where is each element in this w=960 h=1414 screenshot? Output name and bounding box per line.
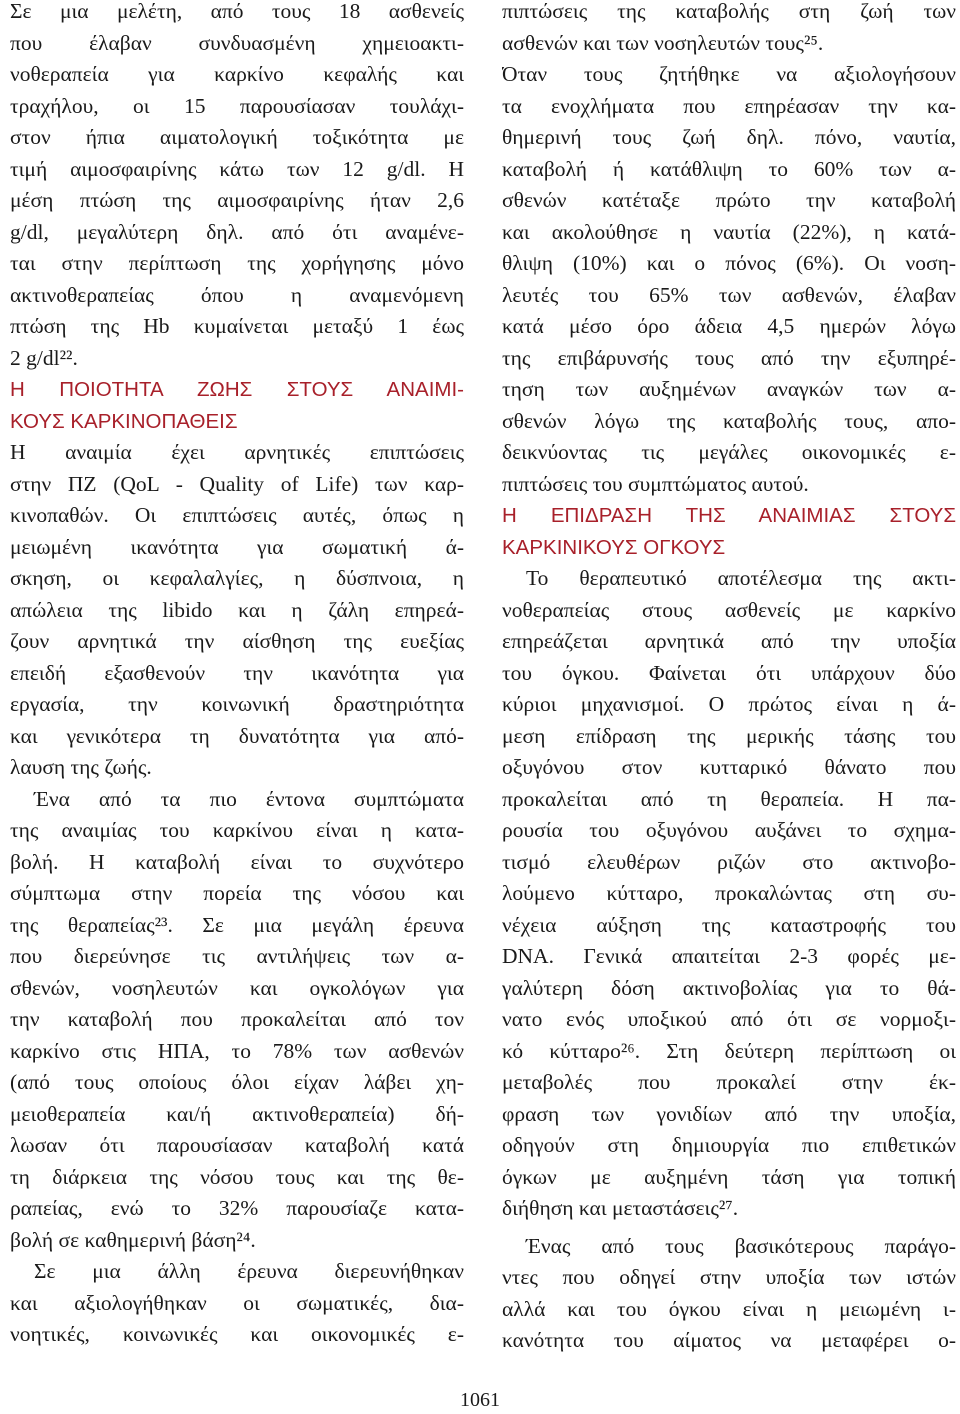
- text-line: του όγκου. Φαίνεται ότι υπάρχουν δύο: [502, 660, 956, 685]
- text-line: τη διάρκεια της νόσου τους και της θε-: [10, 1164, 464, 1189]
- text-line: (από τους οποίους όλοι είχαν λάβει χη-: [10, 1070, 464, 1094]
- text-line: κύριοι μηχανισμοί. Ο πρώτος είναι η ά-: [502, 692, 956, 716]
- text-line: Ένα από τα πιο έντονα συμπτώματα: [34, 786, 464, 811]
- text-line: νοητικές, κοινωνικές και οικονομικές ε-: [10, 1322, 464, 1346]
- text-line: ται στην περίπτωση της χορήγησης μόνο: [10, 251, 464, 275]
- text-line: όγκων με αυξημένη τάση για τοπική: [502, 1164, 956, 1189]
- text-line: κατά μέσο όρο άδεια 4,5 ημερών λόγω: [502, 314, 956, 338]
- text-line: πτώση της Hb κυμαίνεται μεταξύ 1 έως: [10, 314, 464, 338]
- section-heading-line: ΚΟΥΣ ΚΑΡΚΙΝΟΠΑΘΕΙΣ: [10, 409, 238, 433]
- text-line: νατο ενός υποξικού από ότι σε νορμοξι-: [502, 1007, 956, 1031]
- text-line: τηση των αυξημένων αναγκών των α-: [502, 377, 956, 401]
- text-line: τιμή αιμοσφαιρίνης κάτω των 12 g/dl. Η: [10, 156, 464, 181]
- text-line: Ένας από τους βασικότερους παράγο-: [526, 1233, 956, 1258]
- text-line: βολή σε καθημερινή βάση²⁴.: [10, 1227, 256, 1252]
- text-line: Το θεραπευτικό αποτέλεσμα της ακτι-: [526, 566, 956, 590]
- text-line: απώλεια της libido και η ζάλη επηρεά-: [10, 597, 464, 622]
- text-line: εργασία, την κοινωνική δραστηριότητα: [10, 692, 464, 716]
- text-line: πιπτώσεις της καταβολής στη ζωή των: [502, 0, 956, 23]
- text-line: στην ΠΖ (QoL - Quality of Life) των καρ-: [10, 471, 464, 496]
- text-line: και γενικότερα τη δυνατότητα για από-: [10, 723, 464, 748]
- text-line: μειωμένη ικανότητα για σωματική ά-: [10, 534, 464, 559]
- text-line: ντες που οδηγεί στην υποξία των ιστών: [502, 1265, 956, 1289]
- text-line: δεικνύοντας τις μεγάλες οικονομικές ε-: [502, 440, 956, 464]
- text-line: που διερεύνησε τις αντιλήψεις των α-: [10, 944, 464, 968]
- text-line: κό κύτταρο²⁶. Στη δεύτερη περίπτωση οι: [502, 1038, 956, 1063]
- text-line: τισμό ελευθέρων ριζών στο ακτινοβο-: [502, 849, 956, 874]
- text-line: νοθεραπείας στους ασθενείς με καρκίνο: [502, 597, 956, 622]
- left-column: [10, 0, 464, 1351]
- text-line: ακτινοθεραπείας όπου η αναμενόμενη: [10, 282, 464, 307]
- text-line: της θεραπείας²³. Σε μια μεγάλη έρευνα: [10, 912, 464, 937]
- text-line: της αναιμίας του καρκίνου είναι η κατα-: [10, 818, 464, 842]
- section-heading-line: Η ΕΠΙΔΡΑΣΗ ΤΗΣ ΑΝΑΙΜΙΑΣ ΣΤΟΥΣ: [502, 504, 956, 527]
- text-line: σθενών, νοσηλευτών και ογκολόγων για: [10, 975, 464, 1000]
- text-line: προκαλείται από τη θεραπεία. Η πα-: [502, 786, 956, 811]
- right-column: [502, 0, 956, 1357]
- text-line: σκηση, οι κεφαλαλγίες, η δύσπνοια, η: [10, 566, 464, 590]
- text-line: Σε μια άλλη έρευνα διερευνήθηκαν: [34, 1259, 464, 1283]
- text-line: φραση των γονιδίων από την υποξία,: [502, 1101, 956, 1126]
- text-line: και αξιολογήθηκαν οι σωματικές, δια-: [10, 1290, 464, 1315]
- text-line: DNA. Γενικά απαιτείται 2-3 φορές με-: [502, 944, 956, 968]
- text-line: λευτές του 65% των ασθενών, έλαβαν: [502, 282, 956, 307]
- text-line: θημερινή τους ζωή δηλ. πόνο, ναυτία,: [502, 125, 956, 149]
- text-line: καρκίνο στις ΗΠΑ, το 78% των ασθενών: [10, 1038, 464, 1063]
- text-line: καταβολή ή κατάθλιψη το 60% των α-: [502, 156, 956, 181]
- text-line: αλλά και του όγκου είναι η μειωμένη ι-: [502, 1296, 956, 1321]
- text-line: ασθενών και των νοσηλευτών τους²⁵.: [502, 30, 824, 55]
- section-heading-line: ΚΑΡΚΙΝΙΚΟΥΣ ΟΓΚΟΥΣ: [502, 535, 726, 559]
- section-heading-line: Η ΠΟΙΟΤΗΤΑ ΖΩΗΣ ΣΤΟΥΣ ΑΝΑΙΜΙ-: [10, 378, 464, 401]
- text-line: 2 g/dl²².: [10, 345, 78, 370]
- text-line: ρουσία του οξυγόνου αυξάνει το σχημα-: [502, 818, 956, 842]
- text-line: λούμενο κύτταρο, προκαλώντας στη συ-: [502, 881, 956, 905]
- text-line: μέση πτώση της αιμοσφαιρίνης ήταν 2,6: [10, 188, 464, 212]
- text-line: τραχήλου, οι 15 παρουσίασαν τουλάχι-: [10, 93, 464, 118]
- text-line: και ακολούθησε η ναυτία (22%), η κατά-: [502, 219, 956, 244]
- text-line: την καταβολή που προκαλείται από τον: [10, 1007, 464, 1031]
- text-line: Όταν τους ζητήθηκε να αξιολογήσουν: [502, 62, 956, 86]
- text-line: νοθεραπεία για καρκίνο κεφαλής και: [10, 62, 464, 86]
- page-number: 1061: [460, 1389, 500, 1411]
- text-line: σύμπτωμα στην πορεία της νόσου και: [10, 881, 464, 905]
- text-line: πιπτώσεις του συμπτώματος αυτού.: [502, 471, 809, 496]
- text-line: λαυση της ζωής.: [10, 755, 152, 779]
- text-line: νέχεια αύξηση της καταστροφής του: [502, 912, 956, 937]
- text-line: κινοπαθών. Οι επιπτώσεις αυτές, όπως η: [10, 503, 464, 527]
- text-line: στον ήπια αιματολογική τοξικότητα με: [10, 125, 464, 149]
- text-line: οξυγόνου στον κυτταρικό θάνατο που: [502, 755, 956, 779]
- text-line: θλιψη (10%) και ο πόνος (6%). Οι νοση-: [502, 251, 956, 275]
- text-line: επειδή εξασθενούν την ικανότητα για: [10, 660, 464, 685]
- text-line: οδηγούν στη δημιουργία πιο επιθετικών: [502, 1133, 956, 1157]
- text-line: τα ενοχλήματα που επηρέασαν την κα-: [502, 93, 956, 118]
- text-line: επηρεάζεται αρνητικά από την υποξία: [502, 629, 956, 653]
- text-line: σθενών κατέταξε πρώτο την καταβολή: [502, 188, 956, 212]
- text-line: μεταβολές που προκαλεί στην έκ-: [502, 1070, 956, 1094]
- text-line: σθενών λόγω της καταβολής τους, απο-: [502, 408, 956, 433]
- text-line: μεση επίδραση της μερικής τάσης του: [502, 723, 956, 748]
- text-line: μειοθεραπεία και/ή ακτινοθεραπεία) δή-: [10, 1101, 464, 1126]
- text-line: κανότητα του αίματος να μεταφέρει ο-: [502, 1328, 956, 1352]
- text-line: ραπείας, ενώ το 32% παρουσίαζε κατα-: [10, 1196, 464, 1220]
- text-line: λωσαν ότι παρουσίασαν καταβολή κατά: [10, 1133, 464, 1157]
- text-line: ζουν αρνητικά την αίσθηση της ευεξίας: [10, 629, 464, 653]
- text-line: Η αναιμία έχει αρνητικές επιπτώσεις: [10, 440, 464, 464]
- text-line: που έλαβαν συνδυασμένη χημειοακτι-: [10, 30, 464, 55]
- text-line: g/dl, μεγαλύτερη δηλ. από ότι αναμένε-: [10, 219, 464, 244]
- text-line: διήθηση και μεταστάσεις²⁷.: [502, 1196, 739, 1220]
- text-line: της επιβάρυνσής τους από την εξυπηρέ-: [502, 345, 956, 370]
- text-line: βολή. Η καταβολή είναι το συχνότερο: [10, 849, 464, 874]
- text-line: γαλύτερη δόση ακτινοβολίας για το θά-: [502, 975, 956, 1000]
- text-line: Σε μια μελέτη, από τους 18 ασθενείς: [10, 0, 464, 23]
